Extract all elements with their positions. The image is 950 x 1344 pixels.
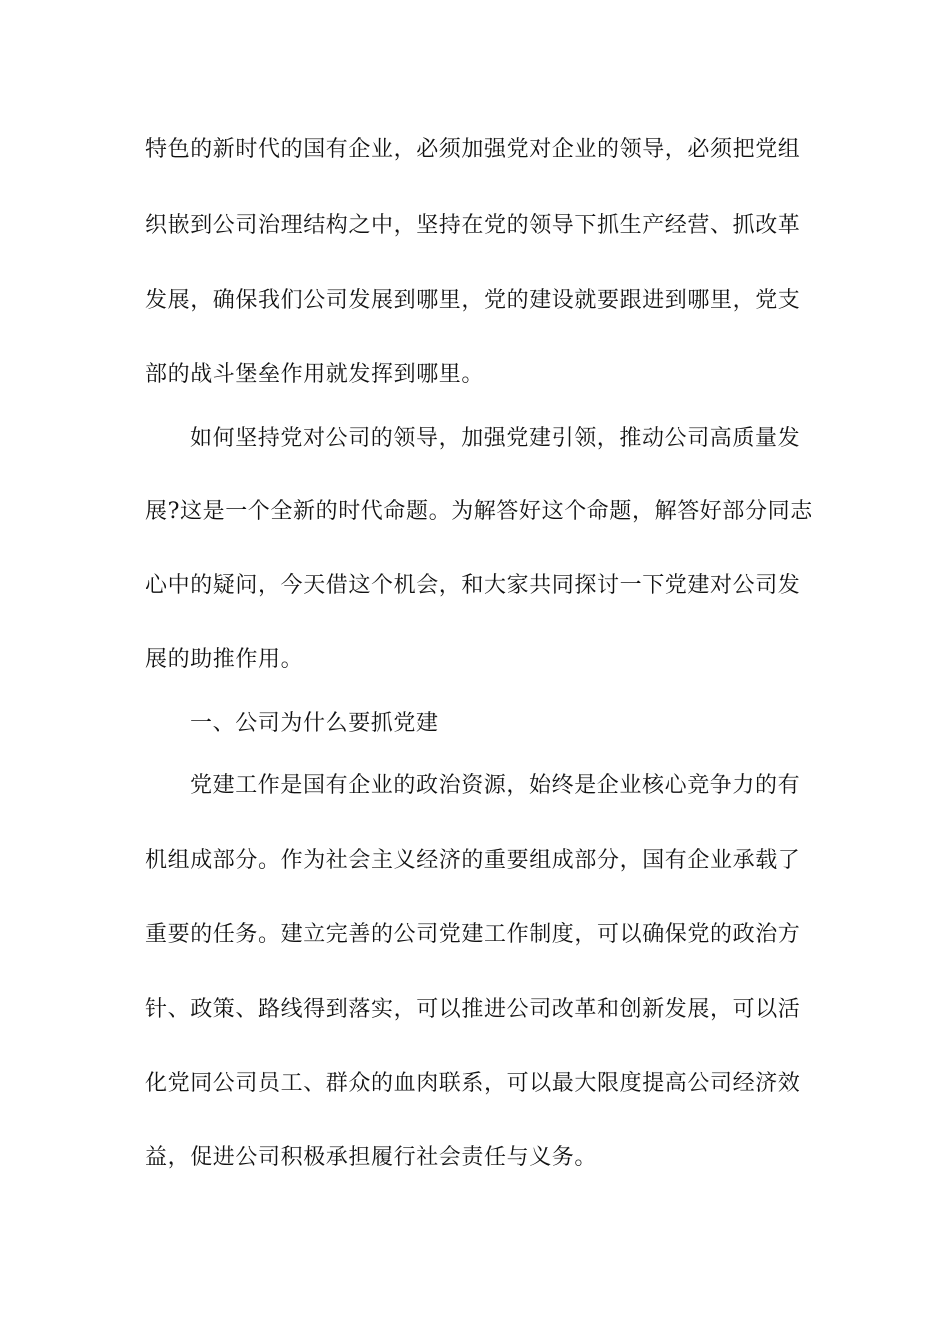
paragraph-line: 织嵌到公司治理结构之中，坚持在党的领导下抓生产经营、抓改革	[145, 213, 801, 238]
paragraph-line: 心中的疑问，今天借这个机会，和大家共同探讨一下党建对公司发	[145, 573, 801, 598]
paragraph-line: 重要的任务。建立完善的公司党建工作制度，可以确保党的政治方	[145, 922, 801, 947]
paragraph-first-line: 党建工作是国有企业的政治资源，始终是企业核心竞争力的有	[190, 773, 801, 798]
paragraph-line: 展的助推作用。	[145, 647, 304, 672]
paragraph-line: 针、政策、路线得到落实，可以推进公司改革和创新发展，可以活	[145, 997, 801, 1022]
paragraph-line: 化党同公司员工、群众的血肉联系，可以最大限度提高公司经济效	[145, 1071, 801, 1096]
paragraph-line: 部的战斗堡垒作用就发挥到哪里。	[145, 362, 485, 387]
paragraph-line: 特色的新时代的国有企业，必须加强党对企业的领导，必须把党组	[145, 137, 801, 162]
paragraph-first-line: 如何坚持党对公司的领导，加强党建引领，推动公司高质量发	[190, 426, 801, 451]
paragraph-line: 发展，确保我们公司发展到哪里，党的建设就要跟进到哪里，党支	[145, 288, 801, 313]
paragraph-line: 机组成部分。作为社会主义经济的重要组成部分，国有企业承载了	[145, 848, 801, 873]
section-heading: 一、公司为什么要抓党建	[190, 711, 439, 736]
paragraph-line: 展?这是一个全新的时代命题。为解答好这个命题，解答好部分同志	[145, 499, 813, 524]
paragraph-line: 益，促进公司积极承担履行社会责任与义务。	[145, 1145, 598, 1170]
